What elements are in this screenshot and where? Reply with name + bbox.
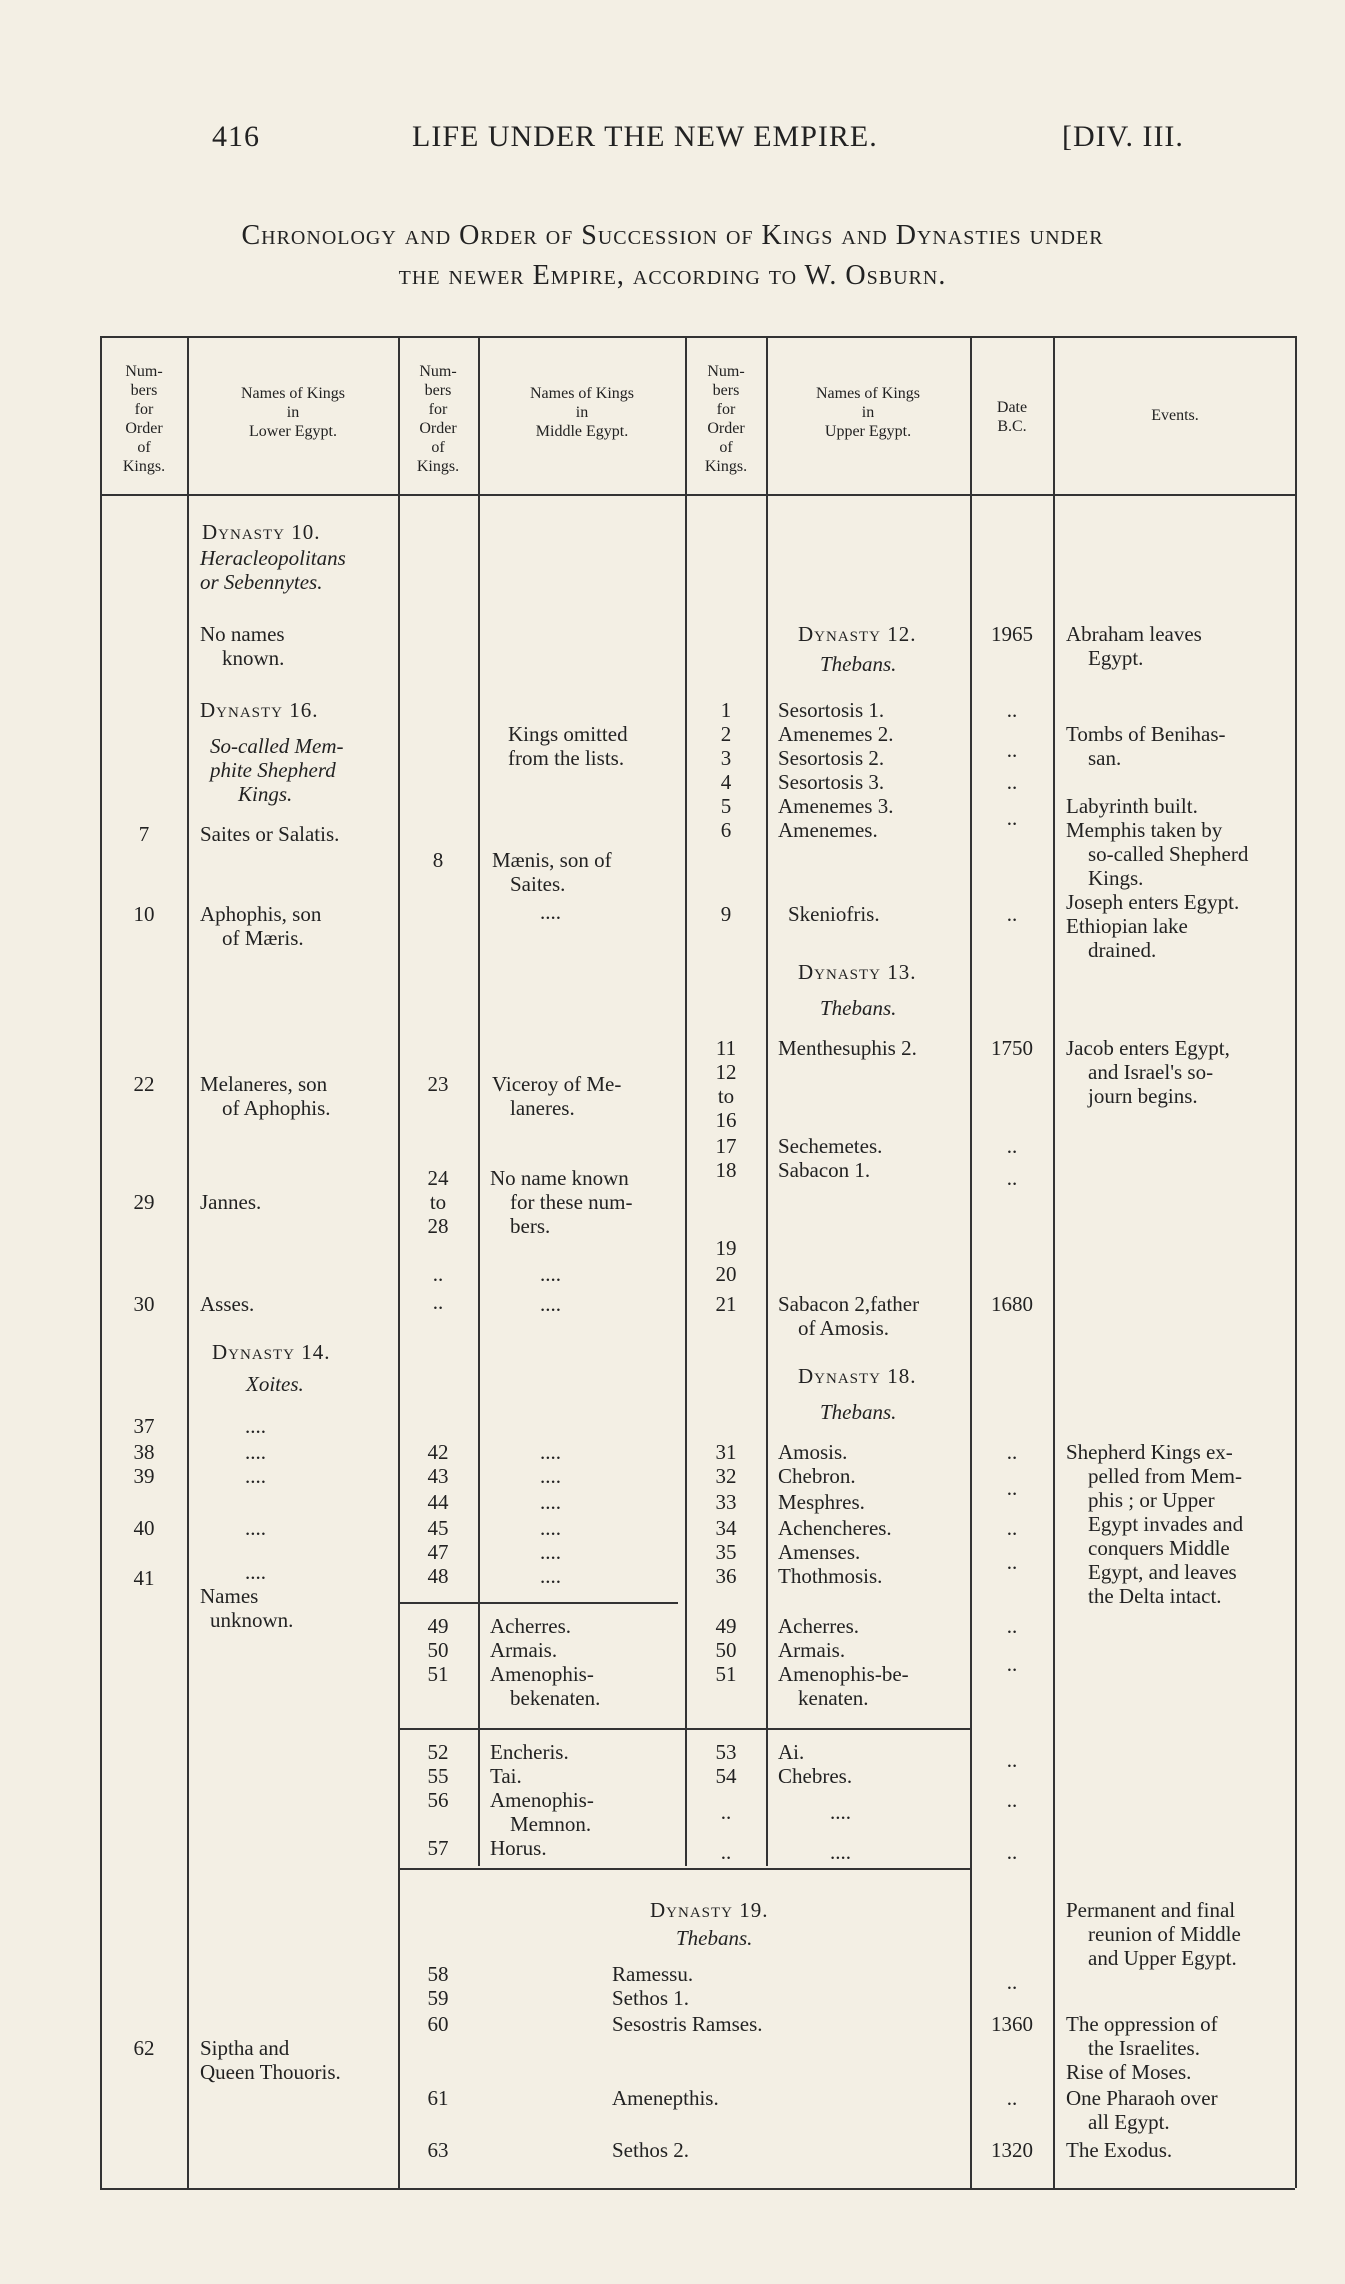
- event-line: conquers Middle: [1088, 1536, 1230, 1560]
- date-value: 1320: [991, 2138, 1033, 2162]
- date-value: ..: [1006, 902, 1018, 926]
- header-middle-egypt: Names of Kings in Middle Egypt.: [530, 385, 634, 440]
- lower-row: Aphophis, son: [200, 902, 322, 926]
- lower-row: Melaneres, son: [200, 1072, 328, 1096]
- date-value: ..: [1006, 698, 1018, 722]
- order-number: 32: [715, 1464, 737, 1488]
- order-number: 17: [715, 1134, 737, 1158]
- middle-row: Tai.: [490, 1764, 522, 1788]
- order-number: 51: [427, 1662, 449, 1686]
- order-number: 47: [427, 1540, 449, 1564]
- lower-row: ....: [245, 1414, 266, 1438]
- order-number: 44: [427, 1490, 449, 1514]
- event-line: Memphis taken by: [1066, 818, 1223, 842]
- order-number: 41: [133, 1566, 155, 1590]
- order-number: 18: [715, 1158, 737, 1182]
- order-number: 8: [432, 848, 444, 872]
- date-value: ..: [1006, 806, 1018, 830]
- order-number: 39: [133, 1464, 155, 1488]
- upper-row: Thothmosis.: [778, 1564, 883, 1588]
- running-title: LIFE UNDER THE NEW EMPIRE.: [412, 120, 878, 153]
- upper-row: Amosis.: [778, 1440, 848, 1464]
- event-line: san.: [1088, 746, 1122, 770]
- upper-row: Mesphres.: [778, 1490, 865, 1514]
- dynasty-19-row: Sesostris Ramses.: [612, 2012, 763, 2036]
- upper-row: Amenophis-be-: [778, 1662, 909, 1686]
- event-line: Tombs of Benihas-: [1066, 722, 1226, 746]
- lower-row: of Mæris.: [222, 926, 304, 950]
- division-label: [DIV. III.: [1062, 120, 1184, 153]
- lower-row: Saites or Salatis.: [200, 822, 340, 846]
- upper-row: of Amosis.: [798, 1316, 890, 1340]
- date-value: ..: [1006, 1970, 1018, 1994]
- lower-row: Dynasty 14.: [212, 1340, 331, 1364]
- date-value: 1680: [991, 1292, 1033, 1316]
- order-number: 54: [715, 1764, 737, 1788]
- upper-row: Dynasty 18.: [798, 1364, 917, 1388]
- order-number: 51: [715, 1662, 737, 1686]
- order-number: ..: [720, 1840, 732, 1864]
- upper-row: Dynasty 12.: [798, 622, 917, 646]
- upper-row: Sesortosis 2.: [778, 746, 885, 770]
- event-line: Ethiopian lake: [1066, 914, 1188, 938]
- middle-row: Viceroy of Me-: [492, 1072, 622, 1096]
- middle-row: Horus.: [490, 1836, 547, 1860]
- header-num-lower: Num- bers for Order of Kings.: [122, 363, 166, 475]
- order-number: 35: [715, 1540, 737, 1564]
- order-number: 4: [720, 770, 732, 794]
- event-line: The Exodus.: [1066, 2138, 1173, 2162]
- order-number: 31: [715, 1440, 737, 1464]
- order-number: 21: [715, 1292, 737, 1316]
- upper-row: Acherres.: [778, 1614, 860, 1638]
- event-line: Kings.: [1088, 866, 1144, 890]
- middle-row: ....: [540, 1564, 561, 1588]
- middle-row: Armais.: [490, 1638, 558, 1662]
- event-line: The oppression of: [1066, 2012, 1218, 2036]
- order-number: 20: [715, 1262, 737, 1286]
- date-value: ..: [1006, 738, 1018, 762]
- order-number: 29: [133, 1190, 155, 1214]
- date-value: ..: [1006, 2086, 1018, 2110]
- lower-row: Xoites.: [246, 1372, 304, 1396]
- order-number: 61: [427, 2086, 449, 2110]
- middle-row: ....: [540, 1516, 561, 1540]
- order-number: 5: [720, 794, 732, 818]
- middle-row: Encheris.: [490, 1740, 569, 1764]
- date-value: ..: [1006, 1748, 1018, 1772]
- order-number: 34: [715, 1516, 737, 1540]
- middle-row: ....: [540, 900, 561, 924]
- middle-row: Kings omitted: [508, 722, 628, 746]
- order-number: to: [717, 1084, 735, 1108]
- lower-row: Dynasty 10.: [202, 520, 321, 544]
- lower-row: No names: [200, 622, 285, 646]
- date-value: ..: [1006, 1440, 1018, 1464]
- date-value: ..: [1006, 1614, 1018, 1638]
- lower-row: ....: [245, 1440, 266, 1464]
- order-number: ..: [720, 1800, 732, 1824]
- event-line: Rise of Moses.: [1066, 2060, 1192, 2084]
- date-value: ..: [1006, 1134, 1018, 1158]
- lower-row: So-called Mem-: [210, 734, 344, 758]
- middle-row: Saites.: [510, 872, 566, 896]
- order-number: 37: [133, 1414, 155, 1438]
- upper-row: Dynasty 13.: [798, 960, 917, 984]
- event-line: Egypt invades and: [1088, 1512, 1244, 1536]
- order-number: 7: [138, 822, 150, 846]
- middle-row: bekenaten.: [510, 1686, 601, 1710]
- order-number: 48: [427, 1564, 449, 1588]
- event-line: the Israelites.: [1088, 2036, 1200, 2060]
- upper-row: Menthesuphis 2.: [778, 1036, 917, 1060]
- lower-row: Heracleopolitans: [200, 546, 346, 570]
- middle-row: ....: [540, 1464, 561, 1488]
- date-value: ..: [1006, 1476, 1018, 1500]
- upper-row: Thebans.: [820, 996, 897, 1020]
- dynasty-19-row: Thebans.: [676, 1926, 753, 1950]
- middle-row: ....: [540, 1540, 561, 1564]
- upper-row: Ai.: [778, 1740, 805, 1764]
- event-line: all Egypt.: [1088, 2110, 1170, 2134]
- dynasty-19-row: Sethos 1.: [612, 1986, 690, 2010]
- header-lower-egypt: Names of Kings in Lower Egypt.: [241, 385, 345, 440]
- order-number: ..: [432, 1290, 444, 1314]
- upper-row: Sabacon 1.: [778, 1158, 871, 1182]
- order-number: 6: [720, 818, 732, 842]
- lower-row: of Aphophis.: [222, 1096, 331, 1120]
- order-number: 49: [715, 1614, 737, 1638]
- event-line: phis ; or Upper: [1088, 1488, 1215, 1512]
- middle-row: for these num-: [510, 1190, 633, 1214]
- event-line: One Pharaoh over: [1066, 2086, 1218, 2110]
- lower-row: or Sebennytes.: [200, 570, 323, 594]
- upper-row: Armais.: [778, 1638, 846, 1662]
- event-line: Joseph enters Egypt.: [1066, 890, 1240, 914]
- lower-row: ....: [245, 1464, 266, 1488]
- middle-row: No name known: [490, 1166, 629, 1190]
- middle-row: Acherres.: [490, 1614, 572, 1638]
- order-number: 63: [427, 2138, 449, 2162]
- order-number: 43: [427, 1464, 449, 1488]
- lower-row: Dynasty 16.: [200, 698, 319, 722]
- upper-row: Thebans.: [820, 652, 897, 676]
- middle-row: laneres.: [510, 1096, 575, 1120]
- upper-row: Amenemes 2.: [778, 722, 894, 746]
- order-number: 28: [427, 1214, 449, 1238]
- table-title-line2: the newer Empire, according to W. Osburn.: [398, 260, 947, 291]
- order-number: 23: [427, 1072, 449, 1096]
- order-number: 19: [715, 1236, 737, 1260]
- event-line: Egypt, and leaves: [1088, 1560, 1237, 1584]
- header-num-upper: Num- bers for Order of Kings.: [704, 363, 748, 475]
- lower-row: phite Shepherd: [210, 758, 336, 782]
- order-number: 3: [720, 746, 732, 770]
- order-number: 60: [427, 2012, 449, 2036]
- lower-row: Kings.: [238, 782, 293, 806]
- event-line: so-called Shepherd: [1088, 842, 1249, 866]
- order-number: 22: [133, 1072, 155, 1096]
- upper-row: Achencheres.: [778, 1516, 892, 1540]
- order-number: 45: [427, 1516, 449, 1540]
- upper-row: Chebron.: [778, 1464, 856, 1488]
- lower-row: Jannes.: [200, 1190, 262, 1214]
- upper-row: Sabacon 2,father: [778, 1292, 920, 1316]
- upper-row: Thebans.: [820, 1400, 897, 1424]
- order-number: to: [429, 1190, 447, 1214]
- order-number: 62: [133, 2036, 155, 2060]
- date-value: 1360: [991, 2012, 1033, 2036]
- upper-row: kenaten.: [798, 1686, 869, 1710]
- event-line: Jacob enters Egypt,: [1066, 1036, 1230, 1060]
- event-line: Egypt.: [1088, 646, 1144, 670]
- order-number: 55: [427, 1764, 449, 1788]
- order-number: 52: [427, 1740, 449, 1764]
- order-number: 57: [427, 1836, 449, 1860]
- upper-row: Amenses.: [778, 1540, 861, 1564]
- middle-row: Amenophis-: [490, 1662, 594, 1686]
- order-number: 40: [133, 1516, 155, 1540]
- event-line: drained.: [1088, 938, 1157, 962]
- lower-row: unknown.: [210, 1608, 294, 1632]
- upper-row: ....: [830, 1840, 851, 1864]
- lower-row: Queen Thouoris.: [200, 2060, 341, 2084]
- middle-row: Amenophis-: [490, 1788, 594, 1812]
- order-number: 42: [427, 1440, 449, 1464]
- event-line: pelled from Mem-: [1088, 1464, 1242, 1488]
- middle-row: ....: [540, 1262, 561, 1286]
- order-number: 10: [133, 902, 155, 926]
- order-number: 53: [715, 1740, 737, 1764]
- middle-row: Memnon.: [510, 1812, 592, 1836]
- event-line: Abraham leaves: [1066, 622, 1202, 646]
- lower-row: ....: [245, 1560, 266, 1584]
- upper-row: Amenemes.: [778, 818, 878, 842]
- dynasty-19-row: Sethos 2.: [612, 2138, 690, 2162]
- upper-row: Chebres.: [778, 1764, 853, 1788]
- event-line: Shepherd Kings ex-: [1066, 1440, 1233, 1464]
- lower-row: ....: [245, 1516, 266, 1540]
- order-number: 36: [715, 1564, 737, 1588]
- event-line: reunion of Middle: [1088, 1922, 1241, 1946]
- date-value: ..: [1006, 1840, 1018, 1864]
- middle-row: Mænis, son of: [492, 848, 612, 872]
- date-value: ..: [1006, 1652, 1018, 1676]
- event-line: and Upper Egypt.: [1088, 1946, 1237, 1970]
- order-number: 2: [720, 722, 732, 746]
- order-number: 50: [427, 1638, 449, 1662]
- order-number: 9: [720, 902, 732, 926]
- order-number: 50: [715, 1638, 737, 1662]
- order-number: 49: [427, 1614, 449, 1638]
- order-number: 11: [715, 1036, 737, 1060]
- order-number: 38: [133, 1440, 155, 1464]
- event-line: the Delta intact.: [1088, 1584, 1222, 1608]
- order-number: 56: [427, 1788, 449, 1812]
- page-number: 416: [212, 120, 260, 153]
- upper-row: Sesortosis 1.: [778, 698, 885, 722]
- upper-row: Amenemes 3.: [778, 794, 894, 818]
- middle-row: from the lists.: [508, 746, 625, 770]
- order-number: 24: [427, 1166, 449, 1190]
- date-value: 1750: [991, 1036, 1033, 1060]
- order-number: 59: [427, 1986, 449, 2010]
- order-number: 12: [715, 1060, 737, 1084]
- date-value: ..: [1006, 1166, 1018, 1190]
- lower-row: Names: [200, 1584, 259, 1608]
- lower-row: Asses.: [200, 1292, 255, 1316]
- header-date: Date B.C.: [996, 399, 1028, 435]
- middle-row: ....: [540, 1292, 561, 1316]
- middle-row: ....: [540, 1490, 561, 1514]
- dynasty-19-row: Amenepthis.: [612, 2086, 719, 2110]
- middle-row: bers.: [510, 1214, 551, 1238]
- upper-row: ....: [830, 1800, 851, 1824]
- upper-row: Sechemetes.: [778, 1134, 883, 1158]
- upper-row: Sesortosis 3.: [778, 770, 885, 794]
- order-number: ..: [432, 1262, 444, 1286]
- table-title-line1: Chronology and Order of Succession of Kings and Dynasties under: [241, 220, 1104, 251]
- event-line: journ begins.: [1088, 1084, 1198, 1108]
- order-number: 30: [133, 1292, 155, 1316]
- date-value: 1965: [991, 622, 1033, 646]
- header-upper-egypt: Names of Kings in Upper Egypt.: [816, 385, 920, 440]
- date-value: ..: [1006, 1550, 1018, 1574]
- order-number: 1: [720, 698, 732, 722]
- dynasty-19-row: Dynasty 19.: [650, 1898, 769, 1922]
- date-value: ..: [1006, 1516, 1018, 1540]
- date-value: ..: [1006, 770, 1018, 794]
- lower-row: known.: [222, 646, 285, 670]
- order-number: 58: [427, 1962, 449, 1986]
- event-line: Labyrinth built.: [1066, 794, 1198, 818]
- dynasty-19-row: Ramessu.: [612, 1962, 694, 1986]
- lower-row: Siptha and: [200, 2036, 290, 2060]
- event-line: Permanent and final: [1066, 1898, 1236, 1922]
- header-events: Events.: [1151, 407, 1199, 424]
- event-line: and Israel's so-: [1088, 1060, 1214, 1084]
- upper-row: Skeniofris.: [788, 902, 880, 926]
- date-value: ..: [1006, 1788, 1018, 1812]
- order-number: 16: [715, 1108, 737, 1132]
- middle-row: ....: [540, 1440, 561, 1464]
- order-number: 33: [715, 1490, 737, 1514]
- header-num-middle: Num- bers for Order of Kings.: [416, 363, 460, 475]
